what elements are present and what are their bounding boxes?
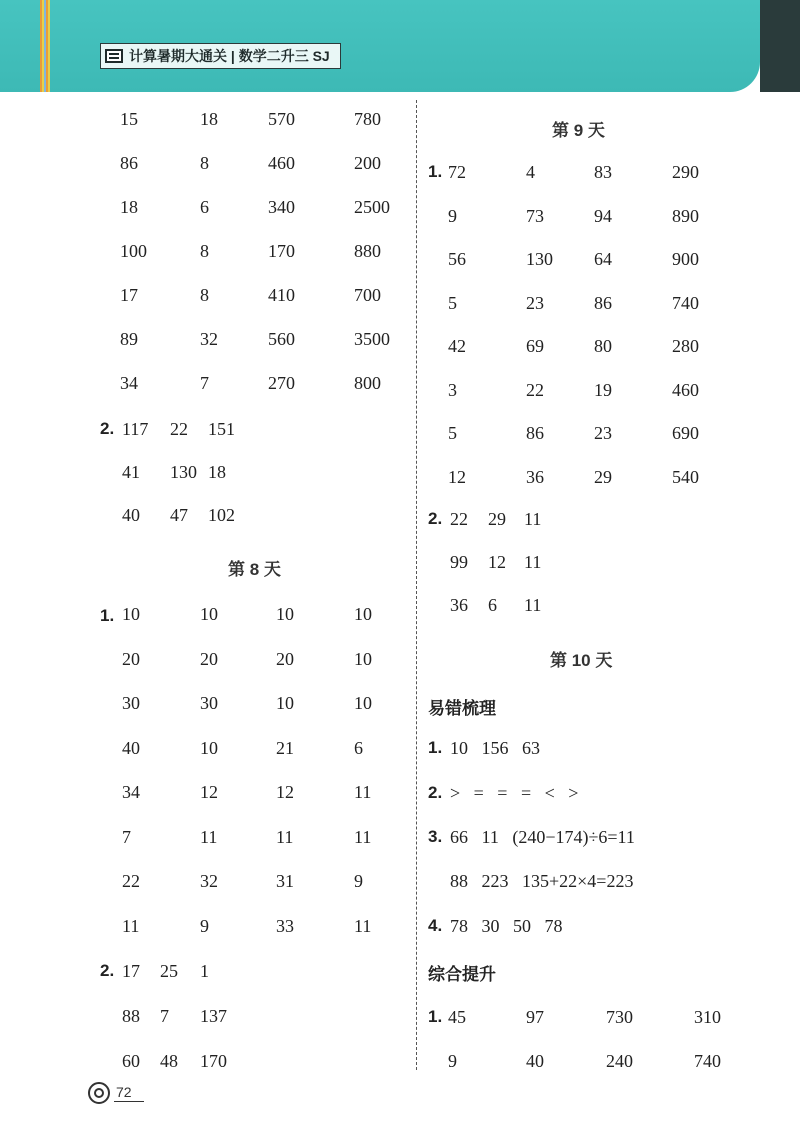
answer-value: 8 bbox=[200, 285, 209, 305]
answer-value: 9 bbox=[448, 205, 457, 226]
answer-value: 72 bbox=[448, 162, 466, 182]
answer-value: 23 bbox=[526, 292, 544, 313]
book-spine bbox=[40, 0, 50, 92]
answer-value: 41 bbox=[122, 462, 140, 482]
answer-value: 130 bbox=[170, 462, 197, 482]
answer-value: 32 bbox=[200, 871, 218, 891]
answer-value: 45 bbox=[448, 1007, 466, 1027]
answer-value: 20 bbox=[276, 648, 294, 669]
answer-value: 340 bbox=[268, 197, 295, 217]
footer bbox=[88, 1082, 144, 1104]
answer-value: 17 bbox=[122, 961, 140, 981]
answer-value: 310 bbox=[694, 1007, 721, 1027]
answer-line: 78 30 50 78 bbox=[450, 916, 563, 936]
answer-value: 12 bbox=[448, 466, 466, 487]
answer-value: 10 bbox=[354, 693, 372, 713]
section-heading: 易错梳理 bbox=[428, 699, 496, 719]
answer-value: 11 bbox=[524, 552, 542, 572]
answer-value: 86 bbox=[526, 423, 544, 443]
answer-value: 36 bbox=[450, 595, 468, 615]
answer-value: 12 bbox=[276, 782, 294, 802]
question-number: 1. bbox=[428, 738, 443, 757]
answer-value: 47 bbox=[170, 505, 188, 525]
answer-value: 740 bbox=[694, 1051, 721, 1071]
answer-value: 11 bbox=[276, 826, 294, 847]
question-number: 2. bbox=[100, 961, 115, 980]
answer-value: 540 bbox=[672, 466, 699, 487]
answer-line: 88 223 135+22×4=223 bbox=[450, 871, 634, 891]
answer-value: 22 bbox=[450, 509, 468, 529]
answer-value: 69 bbox=[526, 336, 544, 356]
answer-value: 86 bbox=[594, 292, 612, 313]
question-number: 1. bbox=[100, 606, 115, 625]
answer-value: 700 bbox=[354, 285, 381, 305]
answer-value: 6 bbox=[354, 737, 363, 758]
answer-value: 130 bbox=[526, 249, 553, 269]
answer-value: 10 bbox=[276, 693, 294, 713]
answer-value: 2500 bbox=[354, 197, 390, 217]
answer-value: 3 bbox=[448, 379, 457, 400]
answer-value: 20 bbox=[200, 648, 218, 669]
question-number: 2. bbox=[100, 419, 115, 438]
answer-value: 7 bbox=[122, 826, 131, 847]
answer-value: 170 bbox=[268, 241, 295, 261]
answer-line: 66 11 (240−174)÷6=11 bbox=[450, 827, 635, 847]
answer-value: 33 bbox=[276, 915, 294, 936]
answer-value: 6 bbox=[200, 197, 209, 217]
answer-value: 8 bbox=[200, 241, 209, 261]
question-number: 1. bbox=[428, 162, 443, 181]
answer-value: 29 bbox=[594, 466, 612, 487]
answer-value: 73 bbox=[526, 205, 544, 226]
answer-value: 151 bbox=[208, 419, 235, 439]
answer-value: 11 bbox=[354, 915, 372, 936]
answer-value: 460 bbox=[672, 379, 699, 400]
answer-value: 9 bbox=[354, 871, 363, 891]
answer-value: 10 bbox=[354, 648, 372, 669]
question-number: 4. bbox=[428, 916, 443, 935]
answer-value: 6 bbox=[488, 595, 497, 615]
answer-value: 56 bbox=[448, 249, 466, 269]
answer-value: 740 bbox=[672, 292, 699, 313]
answer-value: 25 bbox=[160, 961, 178, 981]
page-edge bbox=[760, 0, 800, 92]
answer-value: 900 bbox=[672, 249, 699, 269]
answer-value: 5 bbox=[448, 292, 457, 313]
question-number: 1. bbox=[428, 1007, 443, 1026]
answer-value: 410 bbox=[268, 285, 295, 305]
day-title: 第 8 天 bbox=[228, 560, 281, 579]
answer-value: 170 bbox=[200, 1051, 227, 1071]
answer-value: 40 bbox=[122, 737, 140, 758]
question-number: 2. bbox=[428, 509, 443, 528]
answer-value: 30 bbox=[122, 693, 140, 713]
answer-value: 290 bbox=[672, 162, 699, 182]
answer-value: 34 bbox=[122, 782, 140, 802]
answer-value: 89 bbox=[120, 329, 138, 349]
answer-value: 86 bbox=[120, 153, 138, 173]
answer-value: 730 bbox=[606, 1007, 633, 1027]
section-heading: 综合提升 bbox=[428, 965, 496, 985]
answer-value: 18 bbox=[208, 462, 226, 482]
answer-value: 9 bbox=[200, 915, 209, 936]
answer-value: 60 bbox=[122, 1051, 140, 1071]
question-number: 2. bbox=[428, 783, 443, 802]
answer-value: 200 bbox=[354, 153, 381, 173]
answer-value: 18 bbox=[200, 109, 218, 129]
header-title-text: 计算暑期大通关 | 数学二升三 SJ bbox=[129, 48, 330, 64]
answer-value: 36 bbox=[526, 466, 544, 487]
answer-value: 31 bbox=[276, 871, 294, 891]
answer-value: 40 bbox=[122, 505, 140, 525]
answer-line: 10 156 63 bbox=[450, 738, 540, 758]
answer-value: 10 bbox=[200, 604, 218, 624]
header-title bbox=[100, 43, 341, 69]
answer-value: 3500 bbox=[354, 329, 390, 349]
answer-value: 10 bbox=[200, 737, 218, 758]
page-number: 72 bbox=[114, 1084, 144, 1102]
answer-line: > = = = < > bbox=[450, 783, 579, 803]
answer-value: 11 bbox=[524, 509, 542, 529]
answer-value: 7 bbox=[200, 373, 209, 393]
answer-value: 32 bbox=[200, 329, 218, 349]
answer-value: 240 bbox=[606, 1051, 633, 1071]
day-title: 第 10 天 bbox=[550, 651, 613, 670]
answer-value: 800 bbox=[354, 373, 381, 393]
answer-value: 4 bbox=[526, 162, 535, 182]
answer-value: 880 bbox=[354, 241, 381, 261]
answer-value: 42 bbox=[448, 336, 466, 356]
answer-value: 34 bbox=[120, 373, 138, 393]
column-divider bbox=[416, 100, 417, 1070]
sun-icon bbox=[88, 1082, 110, 1104]
answer-value: 22 bbox=[526, 379, 544, 400]
answer-value: 560 bbox=[268, 329, 295, 349]
question-number: 3. bbox=[428, 827, 443, 846]
answer-value: 80 bbox=[594, 336, 612, 356]
answer-value: 780 bbox=[354, 109, 381, 129]
answer-value: 5 bbox=[448, 423, 457, 443]
answer-value: 10 bbox=[276, 604, 294, 624]
answer-value: 22 bbox=[122, 871, 140, 891]
answer-value: 11 bbox=[354, 826, 372, 847]
answer-value: 40 bbox=[526, 1051, 544, 1071]
answer-value: 23 bbox=[594, 423, 612, 443]
answer-value: 15 bbox=[120, 109, 138, 129]
answer-value: 19 bbox=[594, 379, 612, 400]
answer-value: 100 bbox=[120, 241, 147, 261]
answer-value: 890 bbox=[672, 205, 699, 226]
answer-value: 94 bbox=[594, 205, 612, 226]
answer-value: 270 bbox=[268, 373, 295, 393]
answer-value: 102 bbox=[208, 505, 235, 525]
answer-value: 117 bbox=[122, 419, 149, 439]
answer-value: 11 bbox=[524, 595, 542, 615]
answer-value: 12 bbox=[200, 782, 218, 802]
answer-value: 99 bbox=[450, 552, 468, 572]
answer-value: 12 bbox=[488, 552, 506, 572]
answer-value: 20 bbox=[122, 648, 140, 669]
answer-value: 1 bbox=[200, 961, 209, 981]
answer-value: 10 bbox=[122, 604, 140, 624]
answer-value: 22 bbox=[170, 419, 188, 439]
answer-value: 48 bbox=[160, 1051, 178, 1071]
answer-value: 11 bbox=[200, 826, 218, 847]
answer-value: 17 bbox=[120, 285, 138, 305]
answer-value: 64 bbox=[594, 249, 612, 269]
answer-value: 280 bbox=[672, 336, 699, 356]
answer-value: 460 bbox=[268, 153, 295, 173]
answer-value: 83 bbox=[594, 162, 612, 182]
answer-value: 570 bbox=[268, 109, 295, 129]
answer-value: 9 bbox=[448, 1051, 457, 1071]
answer-value: 7 bbox=[160, 1006, 169, 1026]
book-icon bbox=[105, 49, 123, 63]
answer-value: 10 bbox=[354, 604, 372, 624]
day-title: 第 9 天 bbox=[552, 121, 605, 140]
answer-value: 18 bbox=[120, 197, 138, 217]
answer-value: 29 bbox=[488, 509, 506, 529]
answer-value: 30 bbox=[200, 693, 218, 713]
answer-value: 97 bbox=[526, 1007, 544, 1027]
answer-value: 11 bbox=[122, 915, 140, 936]
answer-value: 137 bbox=[200, 1006, 227, 1026]
answer-value: 11 bbox=[354, 782, 372, 802]
answer-value: 690 bbox=[672, 423, 699, 443]
answer-value: 21 bbox=[276, 737, 294, 758]
answer-value: 8 bbox=[200, 153, 209, 173]
answer-value: 88 bbox=[122, 1006, 140, 1026]
